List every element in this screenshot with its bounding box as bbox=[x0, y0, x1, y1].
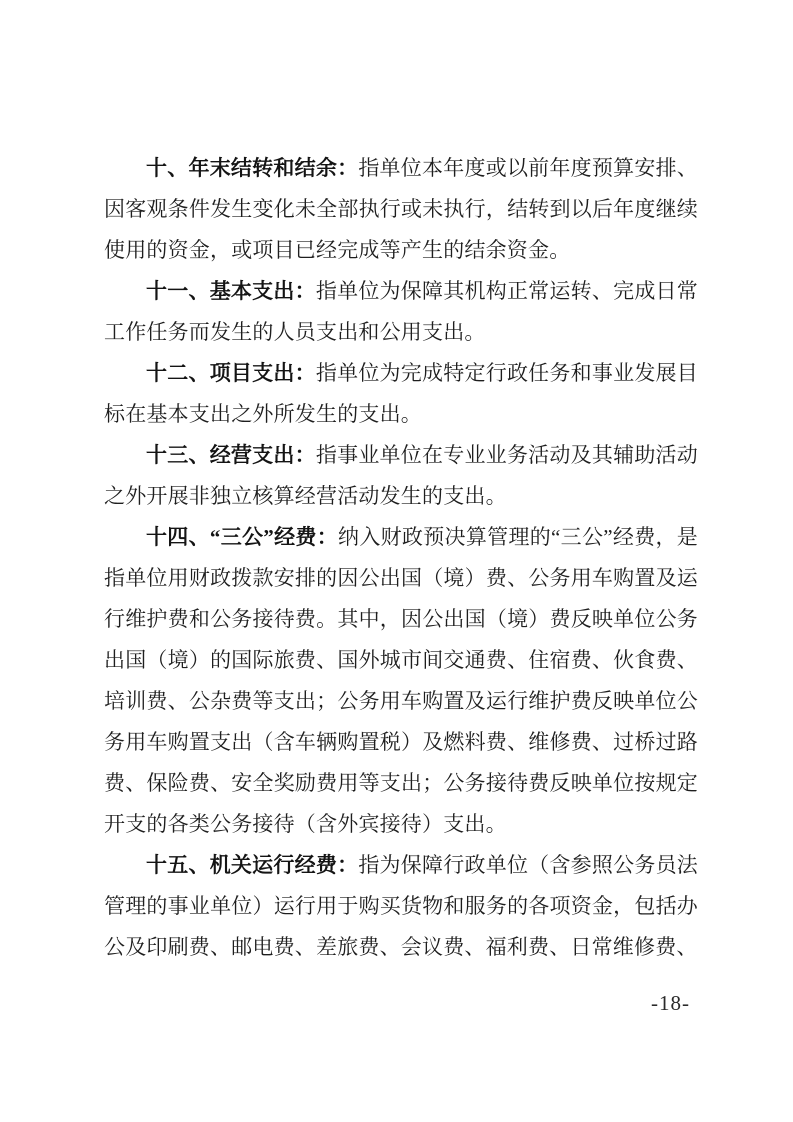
page-number: -18- bbox=[651, 991, 690, 1015]
term-definition: 指事业单位在专业业务活动及其辅助活动之外开展非独立核算经营活动发生的支出。 bbox=[104, 443, 698, 508]
term-definition: 指为保障行政单位（含参照公务员法管理的事业单位）运行用于购买货物和服务的各项资金，包括办公及印刷费、邮电费、差旅费、会议费、福利费、日常维修费、 bbox=[104, 853, 699, 959]
term-heading: 十四、“三公”经费： bbox=[146, 525, 339, 549]
term-heading: 十五、机关运行经费： bbox=[146, 853, 359, 877]
definition-paragraph bbox=[104, 148, 698, 271]
definition-paragraph bbox=[104, 435, 698, 517]
definition-paragraph bbox=[104, 271, 698, 353]
term-definition: 纳入财政预决算管理的“三公”经费，是指单位用财政拨款安排的因公出国（境）费、公务用车购置及运行维护费和公务接待费。其中，因公出国（境）费反映单位公务出国（境）的国际旅费、国外城市间交通费、住宿费、伙食费、培训费、公杂费等支出；公务用车购置及运行维护费反映单位公务用车购置支出（含车辆购置税）及燃料费、维修费、过桥过路费、保险费、安全奖励费用等支出；公务接待费反映单位按规定开支的各类公务接待（含外宾接待）支出。 bbox=[104, 525, 699, 836]
definitions-text-block bbox=[104, 148, 698, 968]
definition-paragraph bbox=[104, 845, 698, 968]
term-heading: 十一、基本支出： bbox=[146, 279, 316, 303]
term-definition: 指单位为完成特定行政任务和事业发展目标在基本支出之外所发生的支出。 bbox=[104, 361, 698, 426]
term-definition: 指单位本年度或以前年度预算安排、因客观条件发生变化未全部执行或未执行，结转到以后年度继续使用的资金，或项目已经完成等产生的结余资金。 bbox=[104, 156, 699, 262]
term-heading: 十三、经营支出： bbox=[146, 443, 316, 467]
term-heading: 十二、项目支出： bbox=[146, 361, 316, 385]
term-heading: 十、年末结转和结余： bbox=[146, 156, 359, 180]
definition-paragraph bbox=[104, 353, 698, 435]
term-definition: 指单位为保障其机构正常运转、完成日常工作任务而发生的人员支出和公用支出。 bbox=[104, 279, 698, 344]
definition-paragraph bbox=[104, 517, 698, 845]
